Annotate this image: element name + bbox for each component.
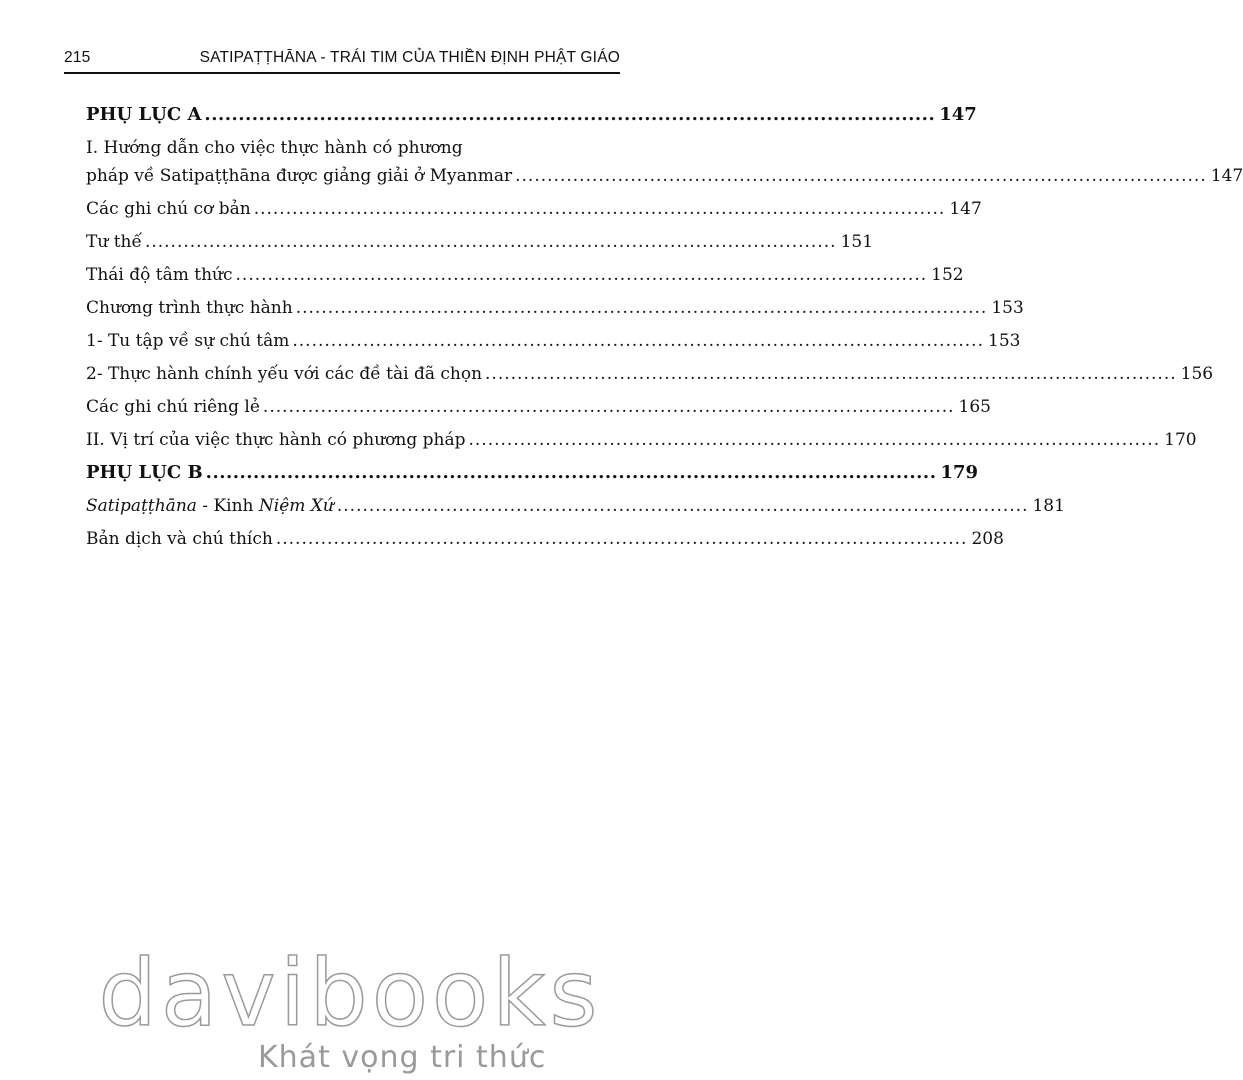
- page-number: 215: [64, 49, 91, 66]
- toc-entry-label: 2- Thực hành chính yếu với các đề tài đã chọn: [86, 364, 483, 384]
- toc-entry-appendix-b[interactable]: [86, 462, 979, 484]
- toc-entry-label: Chương trình thực hành: [86, 298, 293, 318]
- dot-leader: ............................................................................................................: [515, 166, 1207, 186]
- toc-entry-label: Tư thế: [86, 232, 142, 252]
- toc-entry-page: 153: [991, 298, 1024, 318]
- toc-entry-page: 156: [1180, 364, 1214, 384]
- toc-entry-individual-notes[interactable]: [86, 396, 991, 418]
- toc-entry-page: 151: [840, 232, 874, 252]
- toc-entry-page: 208: [971, 529, 1004, 549]
- dot-leader: ............................................................................................................: [336, 496, 1029, 516]
- dot-leader: ............................................................................................................: [235, 265, 928, 285]
- table-of-contents: [86, 104, 1243, 561]
- toc-entry-label: Các ghi chú cơ bản: [86, 199, 251, 219]
- toc-entry-label-italic: Niệm Xứ: [258, 496, 334, 516]
- toc-entry-place-of-practice[interactable]: [86, 429, 1197, 451]
- toc-entry-translation-notes[interactable]: [86, 528, 1004, 550]
- toc-entry-satipatthana-sutta[interactable]: [86, 495, 1065, 517]
- toc-entry-mindfulness-training[interactable]: [86, 330, 1021, 352]
- toc-entry-page: 147: [949, 199, 982, 219]
- toc-entry-page: 152: [931, 265, 964, 285]
- toc-entry-main-practice[interactable]: [86, 363, 1214, 385]
- toc-entry-myanmar-practice[interactable]: [86, 137, 1243, 187]
- toc-entry-label-line2: pháp về Satipaṭṭhāna được giảng giải ở Myanmar: [86, 166, 513, 186]
- dot-leader: ............................................................................................................: [205, 462, 937, 483]
- dot-leader: ............................................................................................................: [262, 397, 955, 417]
- toc-entry-label: PHỤ LỤC A: [86, 104, 202, 125]
- dot-leader: ............................................................................................................: [292, 331, 984, 351]
- toc-entry-label-line1: I. Hướng dẫn cho việc thực hành có phương: [86, 138, 463, 158]
- toc-entry-page: 179: [940, 462, 979, 483]
- toc-entry-page: 165: [958, 397, 991, 417]
- toc-entry-label: [86, 495, 334, 517]
- dot-leader: ............................................................................................................: [204, 104, 936, 125]
- toc-entry-page: 170: [1164, 430, 1197, 450]
- toc-entry-page: 181: [1032, 496, 1065, 516]
- toc-entry-mental-attitude[interactable]: [86, 264, 964, 286]
- toc-entry-label-mid: - Kinh: [196, 496, 259, 516]
- dot-leader: ............................................................................................................: [253, 199, 946, 219]
- dot-leader: ............................................................................................................: [275, 529, 968, 549]
- toc-entry-page: 147: [1210, 166, 1243, 186]
- toc-entry-page: 153: [988, 331, 1021, 351]
- toc-entry-label: Thái độ tâm thức: [86, 265, 233, 285]
- watermark-slogan: Khát vọng tri thức: [258, 1040, 547, 1075]
- watermark: [0, 940, 700, 1075]
- toc-entry-label-italic: Satipaṭṭhāna: [86, 496, 197, 516]
- toc-entry-basic-notes[interactable]: [86, 198, 982, 220]
- toc-entry-label: PHỤ LỤC B: [86, 462, 203, 483]
- book-title: SATIPAṬṬHĀNA - TRÁI TIM CỦA THIỀN ĐỊNH PHẬT GIÁO: [199, 49, 620, 66]
- dot-leader: ............................................................................................................: [295, 298, 988, 318]
- toc-entry-appendix-a[interactable]: [86, 104, 977, 126]
- toc-entry-label: Bản dịch và chú thích: [86, 529, 273, 549]
- toc-entry-posture[interactable]: [86, 231, 874, 253]
- running-header: [64, 44, 620, 74]
- toc-entry-practice-program[interactable]: [86, 297, 1024, 319]
- toc-entry-label: II. Vị trí của việc thực hành có phương pháp: [86, 430, 466, 450]
- dot-leader: ............................................................................................................: [468, 430, 1161, 450]
- watermark-logo: davibooks: [98, 940, 602, 1047]
- dot-leader: ............................................................................................................: [485, 364, 1177, 384]
- toc-entry-label: Các ghi chú riêng lẻ: [86, 397, 260, 417]
- dot-leader: ............................................................................................................: [144, 232, 837, 252]
- toc-entry-label: 1- Tu tập về sự chú tâm: [86, 331, 290, 351]
- toc-entry-page: 147: [939, 104, 977, 125]
